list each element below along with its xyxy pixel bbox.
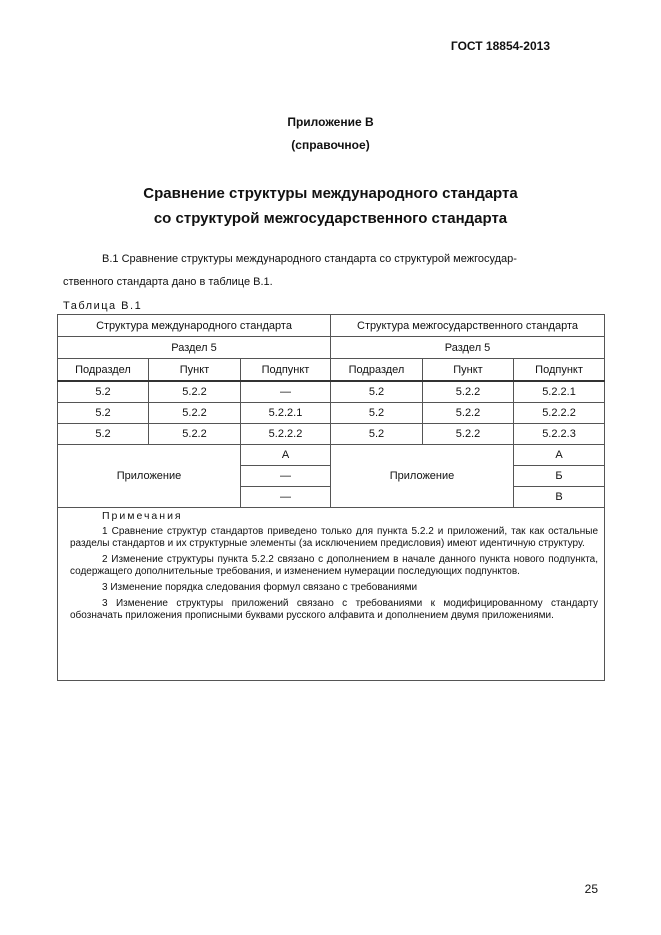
table-cell: 5.2 bbox=[331, 424, 423, 445]
table-cell: 5.2.2.1 bbox=[514, 381, 605, 403]
column-header: Пункт bbox=[149, 359, 241, 382]
table-row bbox=[58, 381, 605, 403]
notes-cell bbox=[58, 508, 605, 681]
column-header: Пункт bbox=[423, 359, 514, 382]
column-header-row bbox=[58, 359, 605, 382]
comparison-table bbox=[57, 314, 605, 681]
table-cell: 5.2.2.2 bbox=[241, 424, 331, 445]
group-header-row bbox=[58, 315, 605, 337]
table-cell: 5.2 bbox=[58, 403, 149, 424]
appendix-right-value: А bbox=[514, 445, 605, 466]
table-cell: 5.2 bbox=[58, 424, 149, 445]
table-cell: 5.2.2 bbox=[149, 403, 241, 424]
note-3: 3 Изменение порядка следования формул связано с требованиями bbox=[102, 582, 418, 593]
table-cell: — bbox=[241, 381, 331, 403]
appendix-left-value: — bbox=[241, 466, 331, 487]
table-cell: 5.2.2 bbox=[423, 381, 514, 403]
table-cell: 5.2 bbox=[58, 381, 149, 403]
intro-line-2: ственного стандарта дано в таблице В.1. bbox=[63, 276, 273, 288]
appendix-right-value: В bbox=[514, 487, 605, 508]
table-row bbox=[58, 403, 605, 424]
group-header-international: Структура международного стандарта bbox=[58, 315, 331, 337]
table-cell: 5.2.2 bbox=[423, 403, 514, 424]
table-cell: 5.2.2.1 bbox=[241, 403, 331, 424]
appendix-left-value: А bbox=[241, 445, 331, 466]
column-header: Подраздел bbox=[331, 359, 423, 382]
appendix-title: Приложение В bbox=[287, 115, 374, 129]
table-cell: 5.2 bbox=[331, 381, 423, 403]
main-title-line-1: Сравнение структуры международного стандарта bbox=[143, 185, 518, 202]
table-cell: 5.2.2.2 bbox=[514, 403, 605, 424]
appendix-label-right: Приложение bbox=[331, 445, 514, 508]
standard-code: ГОСТ 18854-2013 bbox=[450, 39, 550, 53]
main-title-line-2: со структурой межгосударственного стандарта bbox=[153, 210, 508, 227]
section-header-international: Раздел 5 bbox=[58, 337, 331, 359]
section-header-interstate: Раздел 5 bbox=[331, 337, 605, 359]
appendix-row bbox=[58, 445, 605, 466]
table-cell: 5.2.2 bbox=[149, 381, 241, 403]
column-header: Подпункт bbox=[514, 359, 605, 382]
table-cell: 5.2.2 bbox=[423, 424, 514, 445]
table-row bbox=[58, 424, 605, 445]
note-4: 3 Изменение структуры приложений связано с требованиями к модифицированному стандарту обозначать приложения прописными буквами русского алфавита и дополнением двумя приложениями. bbox=[70, 598, 599, 621]
group-header-interstate: Структура межгосударственного стандарта bbox=[331, 315, 605, 337]
note-2: 2 Изменение структуры пункта 5.2.2 связано с дополнением в начале данного пункта нового подпункта, содержащего дополнительные требования, и изменением нумерации последующих подпунктов. bbox=[70, 554, 599, 577]
notes-title: Примечания bbox=[102, 510, 183, 522]
appendix-label-left: Приложение bbox=[58, 445, 241, 508]
intro-line-1: В.1 Сравнение структуры международного стандарта со структурой межгосудар- bbox=[102, 253, 517, 265]
section-header-row bbox=[58, 337, 605, 359]
notes-row bbox=[58, 508, 605, 681]
table-cell: 5.2.2 bbox=[149, 424, 241, 445]
appendix-left-value: — bbox=[241, 487, 331, 508]
column-header: Подпункт bbox=[241, 359, 331, 382]
appendix-subtitle: (справочное) bbox=[291, 138, 370, 152]
note-1: 1 Сравнение структур стандартов приведено только для пункта 5.2.2 и приложений, так как остальные разделы стандартов и их структурные элементы (за исключением предисловия) имеют идентичную структуру. bbox=[70, 526, 599, 549]
appendix-right-value: Б bbox=[514, 466, 605, 487]
column-header: Подраздел bbox=[58, 359, 149, 382]
table-caption: Таблица В.1 bbox=[63, 300, 143, 312]
table-cell: 5.2.2.3 bbox=[514, 424, 605, 445]
page-number: 25 bbox=[584, 882, 598, 896]
table-cell: 5.2 bbox=[331, 403, 423, 424]
